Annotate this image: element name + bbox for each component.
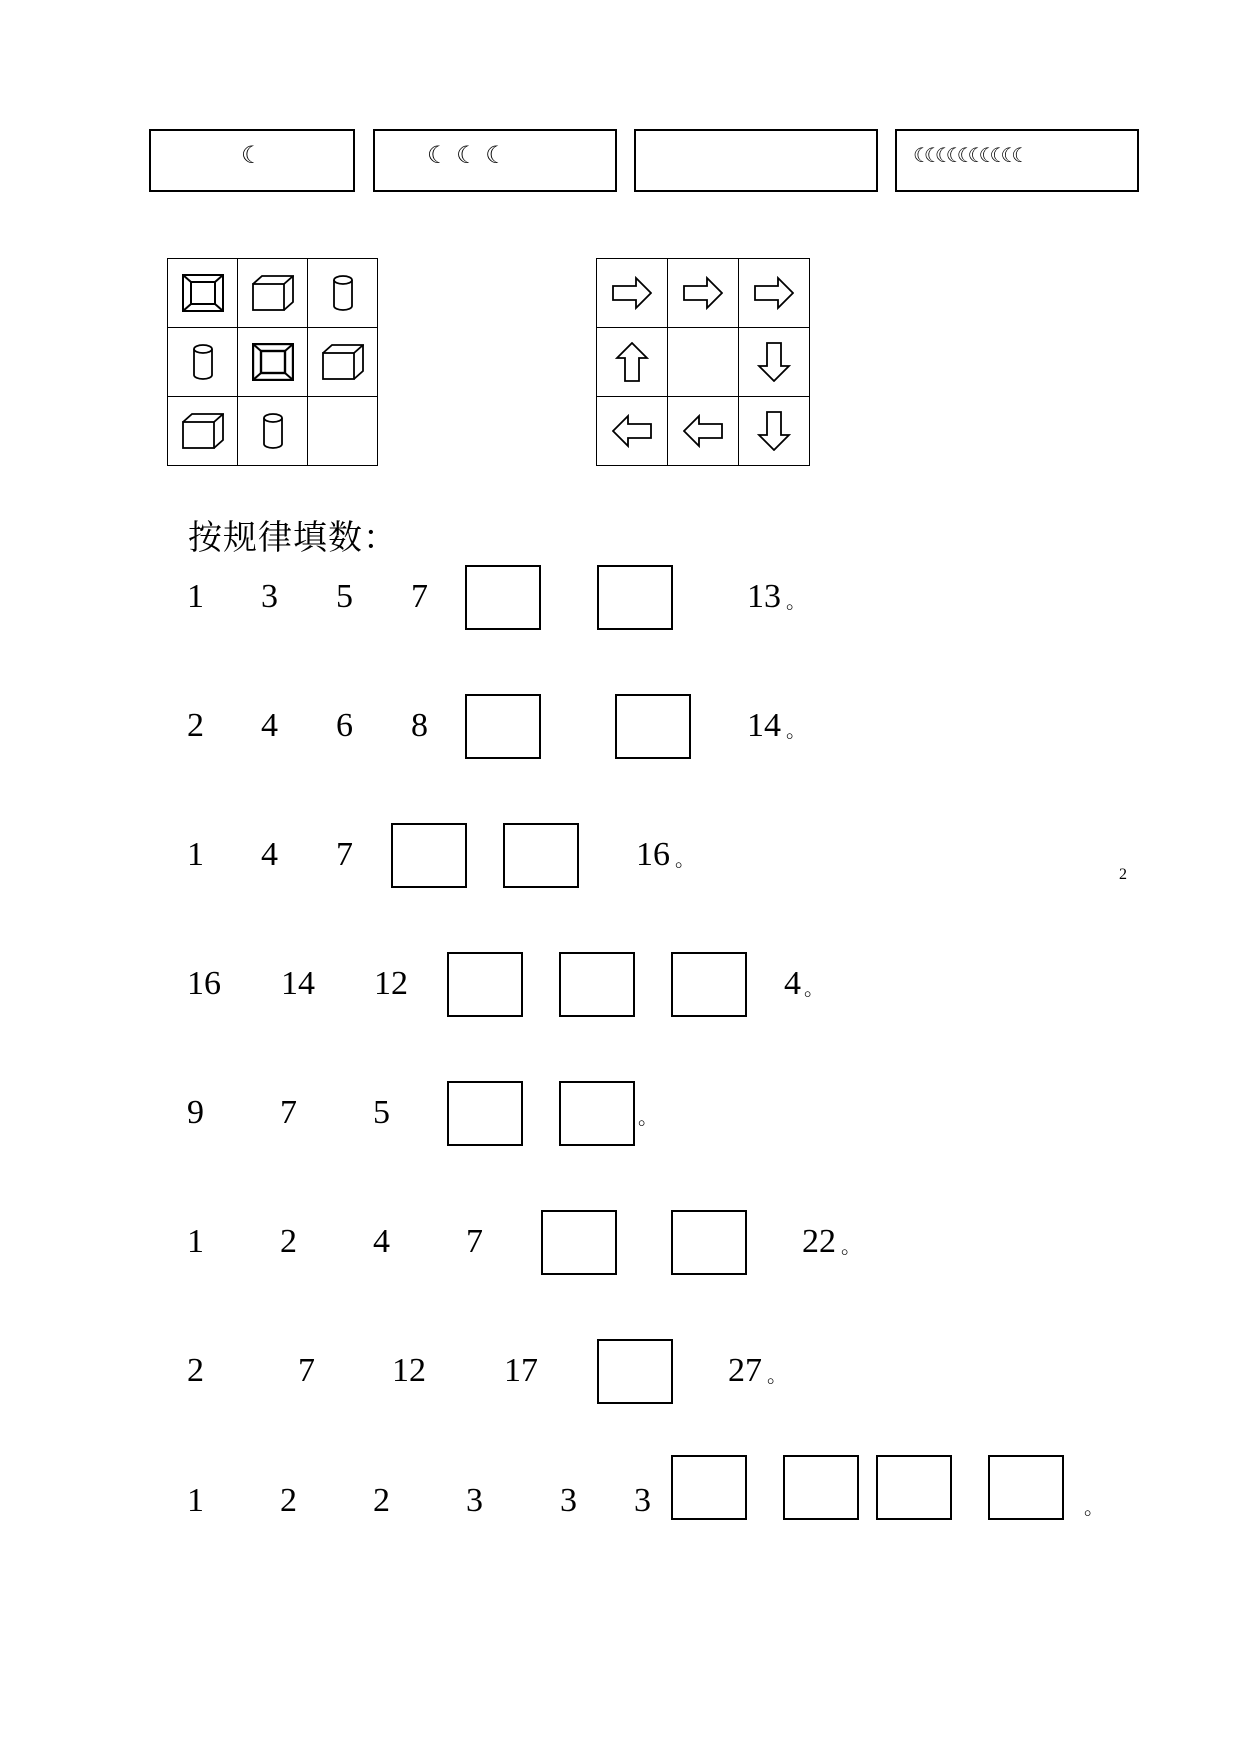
seq-number: 3 <box>466 1482 483 1519</box>
seq-number: 3 <box>261 578 278 615</box>
cube-icon <box>322 344 364 380</box>
seq-number: 2 <box>280 1223 297 1260</box>
answer-box[interactable] <box>671 952 747 1017</box>
shape-cell <box>168 328 238 397</box>
period: 。 <box>1084 1497 1104 1519</box>
seq-number: 14 <box>281 965 315 1002</box>
shape-cell <box>308 259 378 328</box>
seq-number: 2 <box>187 1352 204 1389</box>
seq-number: 7 <box>411 578 428 615</box>
seq-number: 16 <box>187 965 221 1002</box>
answer-box[interactable] <box>988 1455 1064 1520</box>
period: 。 <box>786 720 806 742</box>
answer-box[interactable] <box>447 952 523 1017</box>
seq-number: 14 <box>747 707 781 744</box>
moon-icons: ☾☾☾☾☾☾☾☾☾☾ <box>913 143 1023 167</box>
page-number: 2 <box>1119 866 1127 883</box>
answer-box[interactable] <box>541 1210 617 1275</box>
period: 。 <box>786 591 806 613</box>
seq-number: 7 <box>298 1352 315 1389</box>
seq-number: 13 <box>747 578 781 615</box>
seq-number: 1 <box>187 1223 204 1260</box>
frame-box-icon <box>182 274 224 312</box>
arrow-right-icon <box>612 276 652 310</box>
moon-box-1 <box>149 129 355 192</box>
period: 。 <box>767 1365 787 1387</box>
arrow-right-icon <box>754 276 794 310</box>
seq-number: 4 <box>784 965 801 1002</box>
seq-number: 16 <box>636 836 670 873</box>
moon-icons: ☾ ☾ ☾ <box>427 141 507 169</box>
cube-icon <box>252 275 294 311</box>
moon-box-2 <box>373 129 617 192</box>
seq-number: 7 <box>466 1223 483 1260</box>
seq-number: 17 <box>504 1352 538 1389</box>
answer-box[interactable] <box>559 952 635 1017</box>
seq-number: 4 <box>261 836 278 873</box>
seq-number: 12 <box>392 1352 426 1389</box>
answer-box[interactable] <box>597 565 673 630</box>
answer-box[interactable] <box>465 565 541 630</box>
cube-icon <box>182 413 224 449</box>
frame-box-icon <box>252 343 294 381</box>
period: 。 <box>841 1236 861 1258</box>
arrow-left-icon <box>612 414 652 448</box>
period: 。 <box>804 978 824 1000</box>
shape-cell <box>238 397 308 466</box>
seq-number: 12 <box>374 965 408 1002</box>
seq-number: 1 <box>187 836 204 873</box>
shape-cell <box>168 259 238 328</box>
seq-number: 5 <box>373 1094 390 1131</box>
blank-answer-cell[interactable] <box>308 397 378 466</box>
answer-box[interactable] <box>559 1081 635 1146</box>
arrow-right-icon <box>683 276 723 310</box>
arrow-grid <box>596 258 810 466</box>
answer-box[interactable] <box>447 1081 523 1146</box>
answer-box[interactable] <box>465 694 541 759</box>
cylinder-icon <box>332 275 354 311</box>
answer-box[interactable] <box>671 1210 747 1275</box>
seq-number: 3 <box>634 1482 651 1519</box>
arrow-left-icon <box>683 414 723 448</box>
seq-number: 4 <box>261 707 278 744</box>
answer-box[interactable] <box>671 1455 747 1520</box>
arrow-cell <box>597 328 668 397</box>
answer-box[interactable] <box>391 823 467 888</box>
moon-box-blank[interactable] <box>634 129 878 192</box>
answer-box[interactable] <box>783 1455 859 1520</box>
arrow-cell <box>739 259 810 328</box>
arrow-cell <box>739 328 810 397</box>
shape-cell <box>238 328 308 397</box>
arrow-cell <box>668 259 739 328</box>
cylinder-icon <box>192 344 214 380</box>
shape-cell <box>168 397 238 466</box>
answer-box[interactable] <box>503 823 579 888</box>
seq-number: 9 <box>187 1094 204 1131</box>
seq-number: 7 <box>336 836 353 873</box>
moon-icons: ☾ <box>241 141 263 169</box>
seq-number: 1 <box>187 578 204 615</box>
arrow-up-icon <box>615 342 649 382</box>
seq-number: 8 <box>411 707 428 744</box>
period: 。 <box>675 849 695 871</box>
seq-number: 4 <box>373 1223 390 1260</box>
seq-number: 7 <box>280 1094 297 1131</box>
moon-box-4 <box>895 129 1139 192</box>
arrow-cell <box>668 397 739 466</box>
seq-number: 22 <box>802 1223 836 1260</box>
seq-number: 3 <box>560 1482 577 1519</box>
answer-box[interactable] <box>615 694 691 759</box>
period: 。 <box>638 1107 658 1129</box>
blank-answer-cell[interactable] <box>668 328 739 397</box>
arrow-cell <box>597 259 668 328</box>
seq-number: 27 <box>728 1352 762 1389</box>
seq-number: 1 <box>187 1482 204 1519</box>
arrow-cell <box>597 397 668 466</box>
answer-box[interactable] <box>597 1339 673 1404</box>
seq-number: 5 <box>336 578 353 615</box>
arrow-down-icon <box>757 411 791 451</box>
answer-box[interactable] <box>876 1455 952 1520</box>
section-title: 按规律填数： <box>188 518 398 558</box>
shape-grid <box>167 258 378 466</box>
cylinder-icon <box>262 413 284 449</box>
shape-cell <box>238 259 308 328</box>
seq-number: 2 <box>373 1482 390 1519</box>
shape-cell <box>308 328 378 397</box>
seq-number: 2 <box>187 707 204 744</box>
arrow-down-icon <box>757 342 791 382</box>
seq-number: 2 <box>280 1482 297 1519</box>
seq-number: 6 <box>336 707 353 744</box>
arrow-cell <box>739 397 810 466</box>
